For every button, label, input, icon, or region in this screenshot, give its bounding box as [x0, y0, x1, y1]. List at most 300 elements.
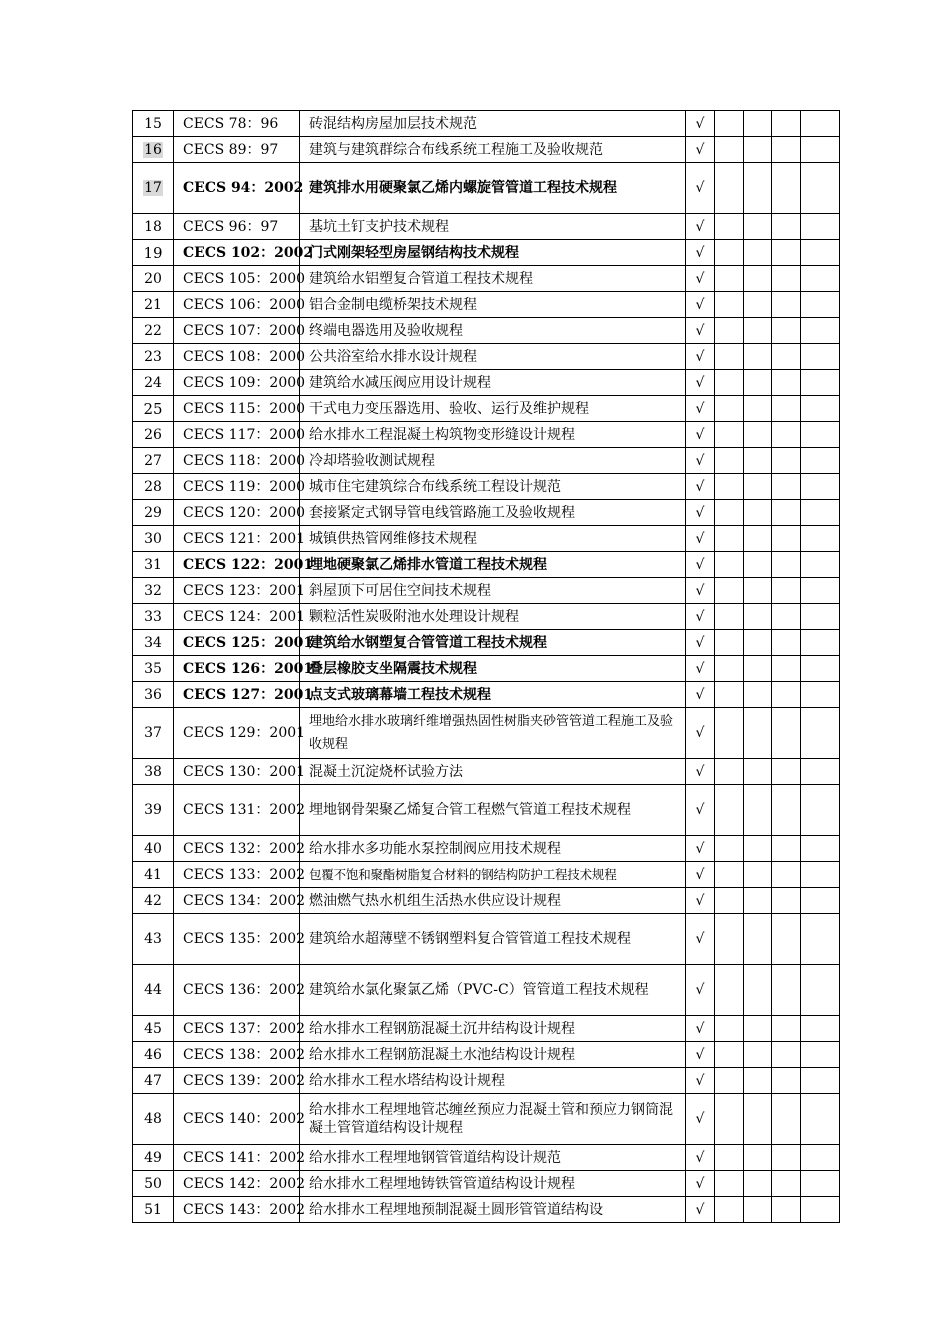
empty-cell	[744, 370, 772, 396]
standard-title: 给水排水工程混凝土构筑物变形缝设计规程	[300, 422, 686, 448]
empty-cell	[715, 474, 744, 500]
empty-cell	[715, 500, 744, 526]
standard-title: 给水排水工程埋地管芯缠丝预应力混凝土管和预应力钢筒混凝土管管道结构设计规程	[300, 1094, 686, 1145]
standard-code: CECS 142：2002	[174, 1171, 300, 1197]
standard-title: 建筑给水超薄壁不锈钢塑料复合管管道工程技术规程	[300, 914, 686, 965]
empty-cell	[772, 1068, 801, 1094]
empty-cell	[715, 526, 744, 552]
standard-code: CECS 106：2000	[174, 292, 300, 318]
table-row	[133, 292, 840, 318]
standard-title: 基坑土钉支护技术规程	[300, 214, 686, 240]
standard-title: 铝合金制电缆桥架技术规程	[300, 292, 686, 318]
empty-cell	[772, 862, 801, 888]
standard-title: 给水排水工程埋地预制混凝土圆形管管道结构设	[300, 1197, 686, 1223]
empty-cell	[772, 318, 801, 344]
empty-cell	[744, 785, 772, 836]
empty-cell	[715, 240, 744, 266]
empty-cell	[715, 965, 744, 1016]
empty-cell	[715, 396, 744, 422]
empty-cell	[801, 630, 840, 656]
empty-cell	[715, 1016, 744, 1042]
empty-cell	[772, 344, 801, 370]
empty-cell	[801, 448, 840, 474]
row-number: 31	[133, 552, 174, 578]
empty-cell	[744, 214, 772, 240]
empty-cell	[744, 474, 772, 500]
empty-cell	[772, 785, 801, 836]
check-mark: √	[686, 396, 715, 422]
standard-title: 城镇供热管网维修技术规程	[300, 526, 686, 552]
check-mark: √	[686, 836, 715, 862]
standard-code: CECS 126：2001	[174, 656, 300, 682]
check-mark: √	[686, 965, 715, 1016]
empty-cell	[744, 965, 772, 1016]
empty-cell	[715, 214, 744, 240]
table-row	[133, 630, 840, 656]
empty-cell	[801, 1197, 840, 1223]
empty-cell	[772, 682, 801, 708]
empty-cell	[801, 422, 840, 448]
check-mark: √	[686, 292, 715, 318]
check-mark: √	[686, 214, 715, 240]
empty-cell	[801, 1016, 840, 1042]
empty-cell	[801, 604, 840, 630]
table-row	[133, 214, 840, 240]
empty-cell	[801, 785, 840, 836]
row-number: 16	[133, 137, 174, 163]
empty-cell	[801, 552, 840, 578]
standard-code: CECS 94：2002	[174, 163, 300, 214]
empty-cell	[772, 137, 801, 163]
check-mark: √	[686, 630, 715, 656]
row-number: 40	[133, 836, 174, 862]
empty-cell	[744, 888, 772, 914]
table-row	[133, 604, 840, 630]
standard-code: CECS 132：2002	[174, 836, 300, 862]
empty-cell	[801, 240, 840, 266]
row-number: 47	[133, 1068, 174, 1094]
empty-cell	[772, 604, 801, 630]
empty-cell	[715, 630, 744, 656]
empty-cell	[772, 474, 801, 500]
empty-cell	[772, 1171, 801, 1197]
table-row	[133, 578, 840, 604]
empty-cell	[772, 240, 801, 266]
empty-cell	[801, 474, 840, 500]
check-mark: √	[686, 759, 715, 785]
empty-cell	[744, 630, 772, 656]
standard-code: CECS 107：2000	[174, 318, 300, 344]
empty-cell	[715, 1042, 744, 1068]
table-row	[133, 1068, 840, 1094]
standard-code: CECS 117：2000	[174, 422, 300, 448]
table-row	[133, 914, 840, 965]
empty-cell	[772, 578, 801, 604]
empty-cell	[715, 422, 744, 448]
empty-cell	[801, 1145, 840, 1171]
empty-cell	[744, 682, 772, 708]
empty-cell	[772, 370, 801, 396]
empty-cell	[772, 1016, 801, 1042]
standard-code: CECS 96：97	[174, 214, 300, 240]
standard-code: CECS 108：2000	[174, 344, 300, 370]
standard-title: 包覆不饱和聚酯树脂复合材料的钢结构防护工程技术规程	[300, 862, 686, 888]
standard-title: 干式电力变压器选用、验收、运行及维护规程	[300, 396, 686, 422]
table-row	[133, 500, 840, 526]
table-row	[133, 656, 840, 682]
check-mark: √	[686, 682, 715, 708]
standard-code: CECS 129：2001	[174, 708, 300, 759]
empty-cell	[715, 163, 744, 214]
empty-cell	[715, 1197, 744, 1223]
row-number: 29	[133, 500, 174, 526]
empty-cell	[801, 500, 840, 526]
empty-cell	[801, 370, 840, 396]
standard-title: 埋地钢骨架聚乙烯复合管工程燃气管道工程技术规程	[300, 785, 686, 836]
table-row	[133, 163, 840, 214]
standard-code: CECS 105：2000	[174, 266, 300, 292]
empty-cell	[801, 214, 840, 240]
row-number: 15	[133, 111, 174, 137]
standard-title: 颗粒活性炭吸附池水处理设计规程	[300, 604, 686, 630]
table-row	[133, 266, 840, 292]
empty-cell	[772, 656, 801, 682]
empty-cell	[772, 266, 801, 292]
check-mark: √	[686, 1094, 715, 1145]
row-number: 38	[133, 759, 174, 785]
table-row	[133, 708, 840, 759]
row-number: 49	[133, 1145, 174, 1171]
check-mark: √	[686, 318, 715, 344]
standard-code: CECS 115：2000	[174, 396, 300, 422]
empty-cell	[715, 656, 744, 682]
standard-code: CECS 120：2000	[174, 500, 300, 526]
empty-cell	[744, 111, 772, 137]
row-number: 48	[133, 1094, 174, 1145]
empty-cell	[744, 137, 772, 163]
empty-cell	[715, 1094, 744, 1145]
row-number: 36	[133, 682, 174, 708]
empty-cell	[772, 163, 801, 214]
empty-cell	[801, 682, 840, 708]
table-row	[133, 526, 840, 552]
empty-cell	[772, 526, 801, 552]
empty-cell	[801, 111, 840, 137]
standard-code: CECS 78：96	[174, 111, 300, 137]
check-mark: √	[686, 708, 715, 759]
empty-cell	[715, 1068, 744, 1094]
empty-cell	[772, 552, 801, 578]
check-mark: √	[686, 1068, 715, 1094]
standard-code: CECS 143：2002	[174, 1197, 300, 1223]
empty-cell	[715, 759, 744, 785]
empty-cell	[744, 240, 772, 266]
empty-cell	[715, 344, 744, 370]
standard-code: CECS 122：2001	[174, 552, 300, 578]
check-mark: √	[686, 552, 715, 578]
table-row	[133, 1042, 840, 1068]
row-number: 44	[133, 965, 174, 1016]
empty-cell	[772, 111, 801, 137]
standard-title: 埋地给水排水玻璃纤维增强热固性树脂夹砂管管道工程施工及验收规程	[300, 708, 686, 759]
empty-cell	[772, 759, 801, 785]
empty-cell	[715, 682, 744, 708]
table-row	[133, 474, 840, 500]
check-mark: √	[686, 370, 715, 396]
empty-cell	[801, 1068, 840, 1094]
empty-cell	[801, 759, 840, 785]
standard-code: CECS 130：2001	[174, 759, 300, 785]
row-number: 43	[133, 914, 174, 965]
empty-cell	[772, 914, 801, 965]
empty-cell	[744, 1068, 772, 1094]
standard-code: CECS 118：2000	[174, 448, 300, 474]
check-mark: √	[686, 137, 715, 163]
standard-title: 套接紧定式钢导管电线管路施工及验收规程	[300, 500, 686, 526]
empty-cell	[772, 888, 801, 914]
empty-cell	[715, 578, 744, 604]
standard-title: 给水排水工程水塔结构设计规程	[300, 1068, 686, 1094]
standard-title: 建筑排水用硬聚氯乙烯内螺旋管管道工程技术规程	[300, 163, 686, 214]
standards-table	[132, 110, 840, 1223]
empty-cell	[744, 163, 772, 214]
table-row	[133, 682, 840, 708]
empty-cell	[744, 500, 772, 526]
row-number: 21	[133, 292, 174, 318]
standard-code: CECS 140：2002	[174, 1094, 300, 1145]
empty-cell	[801, 1094, 840, 1145]
empty-cell	[801, 344, 840, 370]
table-row	[133, 1145, 840, 1171]
standard-title: 给水排水工程钢筋混凝土水池结构设计规程	[300, 1042, 686, 1068]
standard-code: CECS 136：2002	[174, 965, 300, 1016]
table-row	[133, 396, 840, 422]
table-row	[133, 111, 840, 137]
empty-cell	[744, 604, 772, 630]
empty-cell	[801, 862, 840, 888]
empty-cell	[715, 448, 744, 474]
standard-title: 斜屋顶下可居住空间技术规程	[300, 578, 686, 604]
row-number: 45	[133, 1016, 174, 1042]
standard-code: CECS 138：2002	[174, 1042, 300, 1068]
check-mark: √	[686, 111, 715, 137]
table-row	[133, 759, 840, 785]
row-number: 51	[133, 1197, 174, 1223]
check-mark: √	[686, 474, 715, 500]
empty-cell	[744, 1042, 772, 1068]
row-number: 18	[133, 214, 174, 240]
table-row	[133, 836, 840, 862]
empty-cell	[744, 656, 772, 682]
standard-code: CECS 137：2002	[174, 1016, 300, 1042]
check-mark: √	[686, 163, 715, 214]
standard-title: 砖混结构房屋加层技术规范	[300, 111, 686, 137]
standard-code: CECS 134：2002	[174, 888, 300, 914]
table-row	[133, 318, 840, 344]
standard-code: CECS 139：2002	[174, 1068, 300, 1094]
empty-cell	[715, 266, 744, 292]
row-number: 24	[133, 370, 174, 396]
table-row	[133, 965, 840, 1016]
check-mark: √	[686, 914, 715, 965]
check-mark: √	[686, 1171, 715, 1197]
standard-code: CECS 89：97	[174, 137, 300, 163]
empty-cell	[772, 708, 801, 759]
empty-cell	[772, 448, 801, 474]
standard-code: CECS 124：2001	[174, 604, 300, 630]
empty-cell	[772, 1042, 801, 1068]
empty-cell	[772, 1094, 801, 1145]
empty-cell	[715, 836, 744, 862]
standard-code: CECS 123：2001	[174, 578, 300, 604]
standard-code: CECS 131：2002	[174, 785, 300, 836]
check-mark: √	[686, 344, 715, 370]
empty-cell	[715, 914, 744, 965]
standard-code: CECS 125：2001	[174, 630, 300, 656]
standard-code: CECS 133：2002	[174, 862, 300, 888]
standard-title: 给水排水多功能水泵控制阀应用技术规程	[300, 836, 686, 862]
empty-cell	[801, 578, 840, 604]
empty-cell	[744, 1145, 772, 1171]
row-number: 17	[133, 163, 174, 214]
row-number: 32	[133, 578, 174, 604]
check-mark: √	[686, 240, 715, 266]
check-mark: √	[686, 1145, 715, 1171]
empty-cell	[801, 836, 840, 862]
standard-title: 建筑给水钢塑复合管管道工程技术规程	[300, 630, 686, 656]
standard-code: CECS 109：2000	[174, 370, 300, 396]
row-number: 39	[133, 785, 174, 836]
table-row	[133, 862, 840, 888]
empty-cell	[715, 292, 744, 318]
empty-cell	[744, 292, 772, 318]
empty-cell	[801, 888, 840, 914]
empty-cell	[715, 552, 744, 578]
row-number: 28	[133, 474, 174, 500]
row-number: 42	[133, 888, 174, 914]
empty-cell	[744, 526, 772, 552]
row-number: 26	[133, 422, 174, 448]
standard-title: 终端电器选用及验收规程	[300, 318, 686, 344]
empty-cell	[744, 1016, 772, 1042]
table-row	[133, 137, 840, 163]
row-number: 19	[133, 240, 174, 266]
standard-title: 建筑给水氯化聚氯乙烯（PVC-C）管管道工程技术规程	[300, 965, 686, 1016]
table-row	[133, 888, 840, 914]
empty-cell	[715, 1145, 744, 1171]
empty-cell	[744, 448, 772, 474]
empty-cell	[772, 965, 801, 1016]
empty-cell	[715, 604, 744, 630]
empty-cell	[772, 500, 801, 526]
empty-cell	[801, 396, 840, 422]
table-row	[133, 1171, 840, 1197]
empty-cell	[715, 708, 744, 759]
empty-cell	[715, 785, 744, 836]
standard-code: CECS 121：2001	[174, 526, 300, 552]
empty-cell	[744, 344, 772, 370]
table-row	[133, 552, 840, 578]
check-mark: √	[686, 1197, 715, 1223]
empty-cell	[801, 1171, 840, 1197]
empty-cell	[715, 862, 744, 888]
empty-cell	[744, 318, 772, 344]
empty-cell	[772, 396, 801, 422]
empty-cell	[744, 708, 772, 759]
row-number: 35	[133, 656, 174, 682]
row-number: 37	[133, 708, 174, 759]
empty-cell	[744, 396, 772, 422]
empty-cell	[744, 836, 772, 862]
table-row	[133, 240, 840, 266]
standard-title: 建筑给水铝塑复合管道工程技术规程	[300, 266, 686, 292]
empty-cell	[744, 1171, 772, 1197]
table-row	[133, 344, 840, 370]
empty-cell	[744, 1197, 772, 1223]
table-row	[133, 1016, 840, 1042]
standard-code: CECS 135：2002	[174, 914, 300, 965]
row-number: 23	[133, 344, 174, 370]
empty-cell	[744, 552, 772, 578]
table-row	[133, 785, 840, 836]
empty-cell	[744, 862, 772, 888]
empty-cell	[715, 370, 744, 396]
empty-cell	[744, 422, 772, 448]
empty-cell	[715, 137, 744, 163]
standard-title: 冷却塔验收测试规程	[300, 448, 686, 474]
table-row	[133, 422, 840, 448]
empty-cell	[801, 318, 840, 344]
empty-cell	[744, 914, 772, 965]
check-mark: √	[686, 266, 715, 292]
empty-cell	[801, 266, 840, 292]
empty-cell	[772, 1197, 801, 1223]
standard-title: 燃油燃气热水机组生活热水供应设计规程	[300, 888, 686, 914]
table-row	[133, 1094, 840, 1145]
check-mark: √	[686, 448, 715, 474]
standard-title: 城市住宅建筑综合布线系统工程设计规范	[300, 474, 686, 500]
row-number: 30	[133, 526, 174, 552]
standard-title: 给水排水工程钢筋混凝土沉井结构设计规程	[300, 1016, 686, 1042]
standard-title: 叠层橡胶支坐隔震技术规程	[300, 656, 686, 682]
empty-cell	[772, 836, 801, 862]
row-number: 33	[133, 604, 174, 630]
empty-cell	[715, 1171, 744, 1197]
standard-title: 门式刚架轻型房屋钢结构技术规程	[300, 240, 686, 266]
check-mark: √	[686, 1016, 715, 1042]
table-row	[133, 370, 840, 396]
check-mark: √	[686, 578, 715, 604]
check-mark: √	[686, 526, 715, 552]
standard-code: CECS 102：2002	[174, 240, 300, 266]
table-row	[133, 448, 840, 474]
standard-title: 埋地硬聚氯乙烯排水管道工程技术规程	[300, 552, 686, 578]
standard-title: 点支式玻璃幕墙工程技术规程	[300, 682, 686, 708]
empty-cell	[715, 111, 744, 137]
check-mark: √	[686, 862, 715, 888]
empty-cell	[772, 422, 801, 448]
standard-title: 建筑与建筑群综合布线系统工程施工及验收规范	[300, 137, 686, 163]
empty-cell	[744, 1094, 772, 1145]
standard-title: 公共浴室给水排水设计规程	[300, 344, 686, 370]
empty-cell	[801, 292, 840, 318]
empty-cell	[772, 630, 801, 656]
row-number: 20	[133, 266, 174, 292]
row-number: 27	[133, 448, 174, 474]
empty-cell	[715, 318, 744, 344]
check-mark: √	[686, 785, 715, 836]
empty-cell	[772, 1145, 801, 1171]
